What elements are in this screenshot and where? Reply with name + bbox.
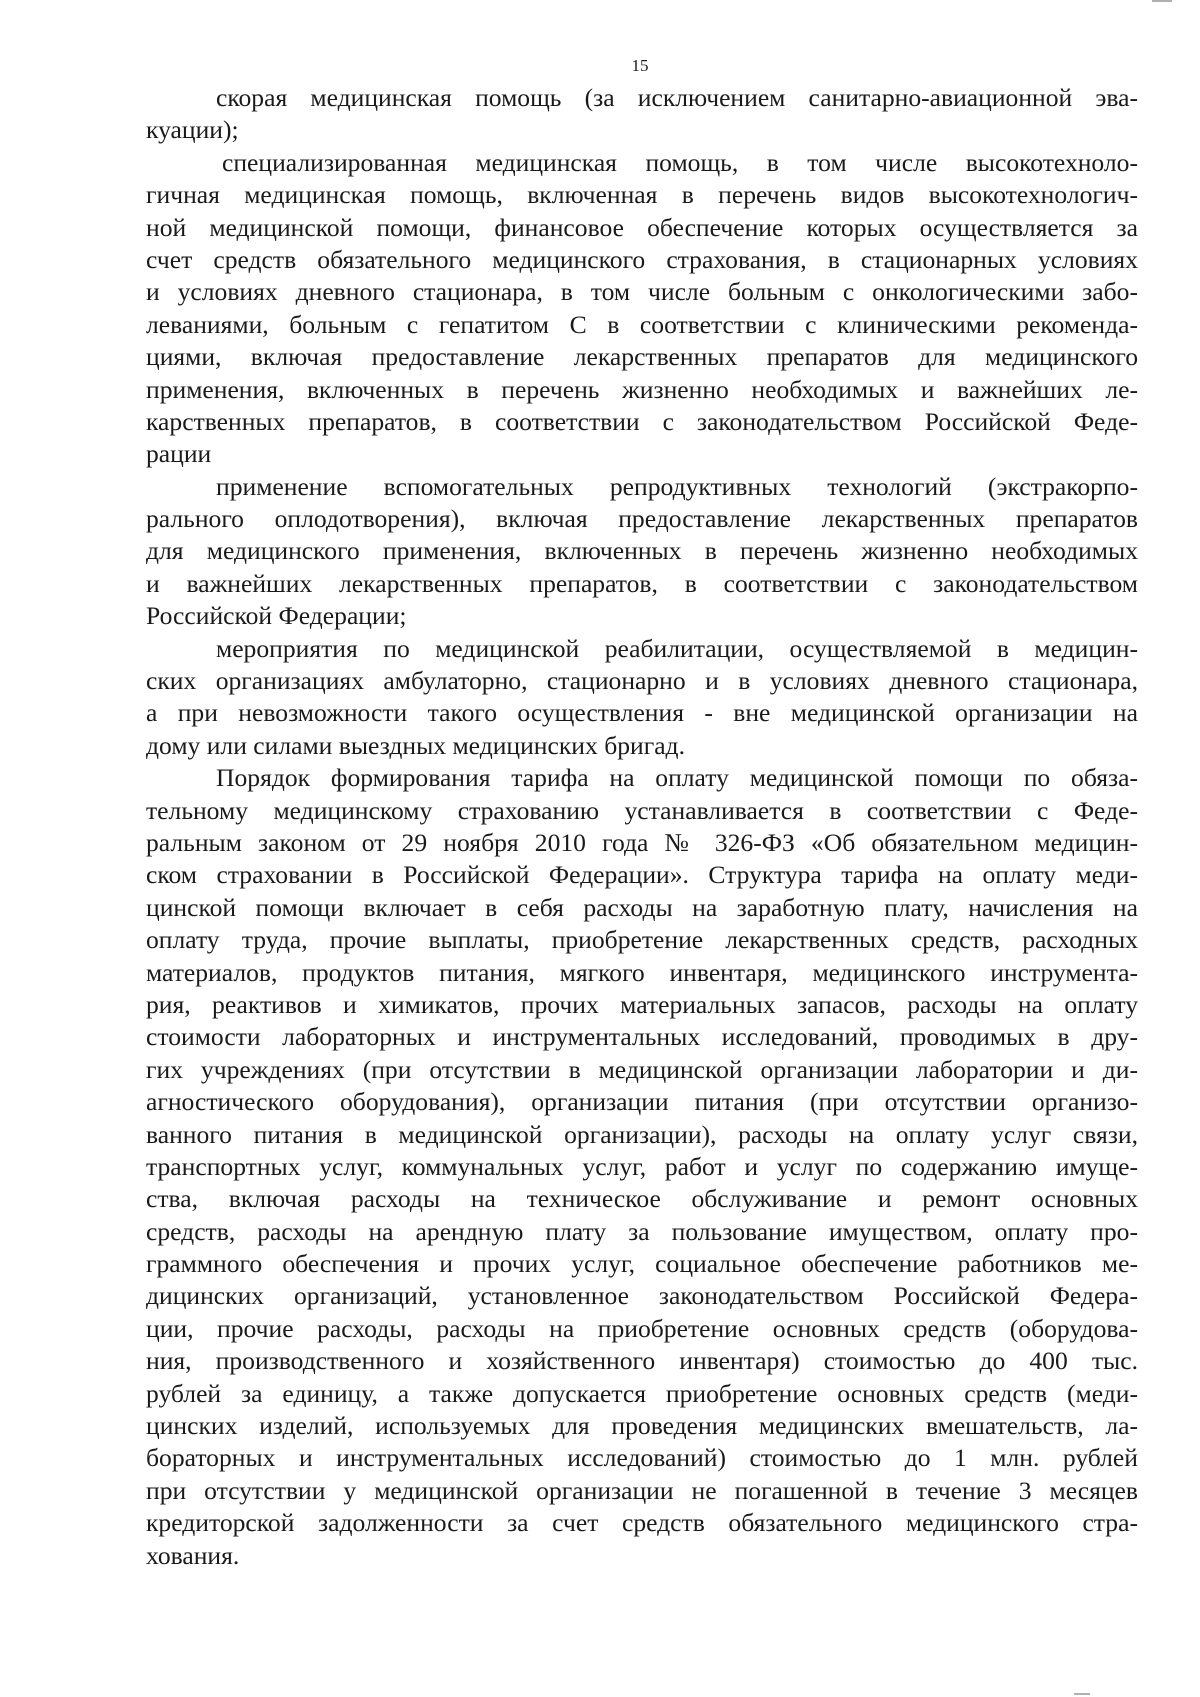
text-line: агностического оборудования), организации питания (при отсутствии организо- bbox=[146, 1087, 1138, 1117]
text-line: тельному медицинскому страхованию устанавливается в соответствии с Феде- bbox=[146, 795, 1138, 825]
text-line: материалов, продуктов питания, мягкого инвентаря, медицинского инструмента- bbox=[146, 957, 1138, 987]
text-line: и условиях дневного стационара, в том числе больным с онкологическими забо- bbox=[146, 277, 1138, 307]
text-line: хования. bbox=[146, 1540, 240, 1570]
text-line: применение вспомогательных репродуктивных технологий (экстракорпо- bbox=[216, 471, 1138, 501]
text-line: циями, включая предоставление лекарственных препаратов для медицинского bbox=[146, 342, 1138, 372]
text-line: скорая медицинская помощь (за исключением санитарно-авиационной эва- bbox=[216, 83, 1138, 112]
text-line: рации bbox=[146, 439, 212, 469]
text-line: ских организациях амбулаторно, стационарно и в условиях дневного стационара, bbox=[146, 666, 1138, 696]
text-line: карственных препаратов, в соответствии с законодательством Российской Феде- bbox=[146, 406, 1138, 436]
document-body bbox=[146, 82, 1138, 1572]
text-line: ной медицинской помощи, финансовое обеспечение которых осуществляется за bbox=[146, 212, 1138, 242]
text-line: рублей за единицу, а также допускается приобретение основных средств (меди- bbox=[146, 1378, 1138, 1408]
text-line: специализированная медицинская помощь, в том числе высокотехноло- bbox=[222, 147, 1138, 177]
text-line: рия, реактивов и химикатов, прочих материальных запасов, расходы на оплату bbox=[146, 989, 1138, 1019]
text-line: ванного питания в медицинской организации), расходы на оплату услуг связи, bbox=[146, 1119, 1138, 1149]
text-line: бораторных и инструментальных исследований) стоимостью до 1 млн. рублей bbox=[146, 1443, 1138, 1473]
text-line: дицинских организаций, установленное законодательством Российской Федера- bbox=[146, 1281, 1138, 1311]
text-line: кредиторской задолженности за счет средств обязательного медицинского стра- bbox=[146, 1508, 1138, 1538]
text-line: граммного обеспечения и прочих услуг, социальное обеспечение работников ме- bbox=[146, 1249, 1138, 1279]
text-line: цинской помощи включает в себя расходы на заработную плату, начисления на bbox=[146, 892, 1138, 922]
text-line: стоимости лабораторных и инструментальных исследований, проводимых в дру- bbox=[146, 1022, 1138, 1052]
scan-artifact-bottom bbox=[1074, 1693, 1090, 1695]
text-line: гичная медицинская помощь, включенная в перечень видов высокотехнологич- bbox=[146, 180, 1138, 210]
text-line: применения, включенных в перечень жизненно необходимых и важнейших ле- bbox=[146, 374, 1138, 404]
text-line: счет средств обязательного медицинского страхования, в стационарных условиях bbox=[146, 244, 1138, 274]
text-line: оплату труда, прочие выплаты, приобретение лекарственных средств, расходных bbox=[146, 925, 1138, 955]
text-line: при отсутствии у медицинской организации не погашенной в течение 3 месяцев bbox=[146, 1475, 1138, 1505]
text-line: и важнейших лекарственных препаратов, в соответствии с законодательством bbox=[146, 568, 1138, 598]
paragraph bbox=[146, 147, 1138, 471]
paragraph bbox=[146, 471, 1138, 633]
text-line: рального оплодотворения), включая предоставление лекарственных препаратов bbox=[146, 504, 1138, 534]
page-number: 15 bbox=[631, 56, 649, 75]
paragraph bbox=[146, 82, 1138, 147]
text-line: дому или силами выездных медицинских бригад. bbox=[146, 730, 685, 760]
text-line: Российской Федерации; bbox=[146, 601, 407, 631]
text-line: ния, производственного и хозяйственного инвентаря) стоимостью до 400 тыс. bbox=[146, 1346, 1138, 1376]
paragraph bbox=[146, 762, 1138, 1572]
text-line: а при невозможности такого осуществления - вне медицинской организации на bbox=[146, 698, 1138, 728]
paragraph bbox=[146, 633, 1138, 763]
text-line: ства, включая расходы на техническое обслуживание и ремонт основных bbox=[146, 1184, 1138, 1214]
text-line: средств, расходы на арендную плату за пользование имуществом, оплату про- bbox=[146, 1216, 1138, 1246]
text-line: Порядок формирования тарифа на оплату медицинской помощи по обяза- bbox=[216, 763, 1138, 793]
text-line: куации); bbox=[146, 115, 239, 145]
scan-artifact-top bbox=[1152, 0, 1172, 2]
text-line: цинских изделий, используемых для проведения медицинских вмешательств, ла- bbox=[146, 1411, 1138, 1441]
text-line: гих учреждениях (при отсутствии в медицинской организации лаборатории и ди- bbox=[146, 1054, 1138, 1084]
text-line: ральным законом от 29 ноября 2010 года № 326-ФЗ «Об обязательном медицин- bbox=[146, 827, 1138, 857]
text-line: леваниями, больным с гепатитом С в соответствии с клиническими рекоменда- bbox=[146, 309, 1138, 339]
text-line: транспортных услуг, коммунальных услуг, работ и услуг по содержанию имуще- bbox=[146, 1151, 1138, 1181]
text-line: ском страховании в Российской Федерации». Структура тарифа на оплату меди- bbox=[146, 860, 1138, 890]
text-line: ции, прочие расходы, расходы на приобретение основных средств (оборудова- bbox=[146, 1313, 1138, 1343]
text-line: для медицинского применения, включенных в перечень жизненно необходимых bbox=[146, 536, 1138, 566]
text-line: мероприятия по медицинской реабилитации, осуществляемой в медицин- bbox=[216, 633, 1138, 663]
